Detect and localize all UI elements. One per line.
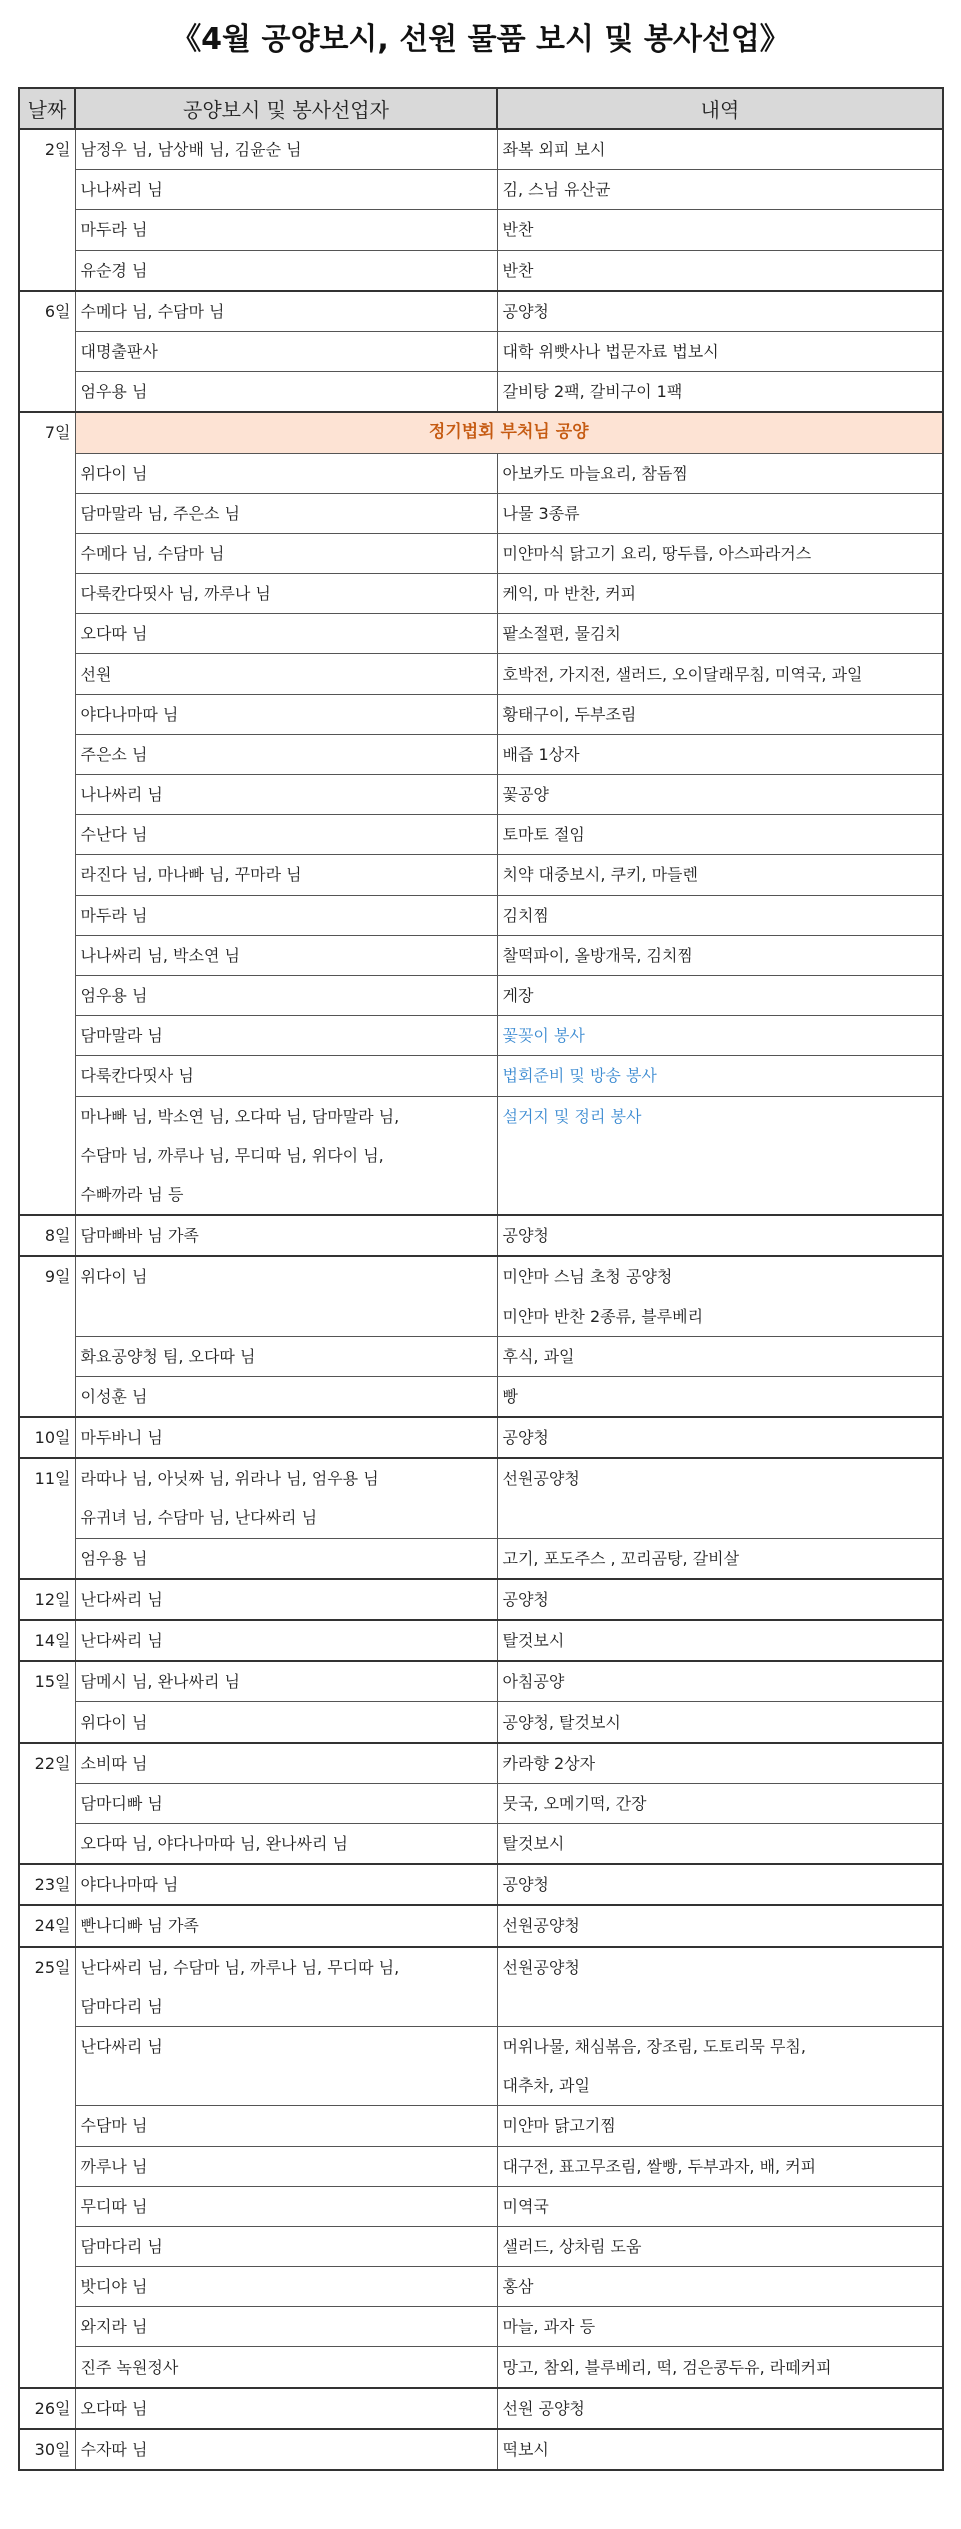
date-cell: 12일 <box>19 1579 75 1620</box>
header-item: 내역 <box>497 88 943 129</box>
date-cell: 30일 <box>19 2429 75 2470</box>
table-row <box>19 170 943 210</box>
item-cell: 미얀마 닭고기찜 <box>497 2106 943 2146</box>
item-cell: 공양청 <box>497 1579 943 1620</box>
donor-cell: 수담마 님 <box>75 2106 497 2146</box>
donor-cell: 라따나 님, 아닛짜 님, 위라나 님, 엄우용 님 유귀녀 님, 수담마 님, 난다싸리 님 <box>75 1458 497 1538</box>
table-row <box>19 1864 943 1905</box>
item-cell: 설거지 및 정리 봉사 <box>497 1096 943 1215</box>
donor-cell: 수메다 님, 수담마 님 <box>75 533 497 573</box>
table-row <box>19 815 943 855</box>
table-row <box>19 2307 943 2347</box>
table-row <box>19 2347 943 2388</box>
item-cell: 게장 <box>497 975 943 1015</box>
date-cell: 7일 <box>19 412 75 1215</box>
table-row <box>19 855 943 895</box>
donor-cell: 담마디빠 님 <box>75 1783 497 1823</box>
item-cell: 탈것보시 <box>497 1620 943 1661</box>
table-row <box>19 1947 943 2027</box>
donor-cell: 수자따 님 <box>75 2429 497 2470</box>
donor-cell: 대명출판사 <box>75 331 497 371</box>
table-row <box>19 2388 943 2429</box>
table-row <box>19 2146 943 2186</box>
header-who: 공양보시 및 봉사선업자 <box>75 88 497 129</box>
donor-cell: 나나싸리 님, 박소연 님 <box>75 935 497 975</box>
item-cell: 아침공양 <box>497 1661 943 1702</box>
item-cell: 탈것보시 <box>497 1823 943 1864</box>
table-row <box>19 2106 943 2146</box>
donor-cell: 나나싸리 님 <box>75 170 497 210</box>
item-cell: 미얀마식 닭고기 요리, 땅두릅, 아스파라거스 <box>497 533 943 573</box>
donor-cell: 야다나마따 님 <box>75 1864 497 1905</box>
table-row <box>19 975 943 1015</box>
item-cell: 후식, 과일 <box>497 1336 943 1376</box>
item-cell: 선원 공양청 <box>497 2388 943 2429</box>
table-row <box>19 533 943 573</box>
donor-cell: 오다따 님 <box>75 2388 497 2429</box>
table-row <box>19 1056 943 1096</box>
date-cell: 14일 <box>19 1620 75 1661</box>
item-cell: 공양청, 탈것보시 <box>497 1702 943 1743</box>
date-cell: 11일 <box>19 1458 75 1579</box>
item-cell: 마늘, 과자 등 <box>497 2307 943 2347</box>
item-cell: 꽃꽂이 봉사 <box>497 1016 943 1056</box>
item-cell: 선원공양청 <box>497 1458 943 1538</box>
table-row <box>19 1215 943 1256</box>
donor-cell: 선원 <box>75 654 497 694</box>
donor-cell: 마두바니 님 <box>75 1417 497 1458</box>
table-row <box>19 1376 943 1417</box>
donor-cell: 난다싸리 님 <box>75 1579 497 1620</box>
donor-cell: 엄우용 님 <box>75 372 497 413</box>
table-row <box>19 129 943 170</box>
donor-cell: 수메다 님, 수담마 님 <box>75 291 497 332</box>
donor-cell: 밧디야 님 <box>75 2267 497 2307</box>
date-cell: 8일 <box>19 1215 75 1256</box>
donor-cell: 위다이 님 <box>75 1702 497 1743</box>
table-row <box>19 2429 943 2470</box>
table-row <box>19 250 943 291</box>
donor-cell: 소비따 님 <box>75 1743 497 1784</box>
item-cell: 대구전, 표고무조림, 쌀빵, 두부과자, 배, 커피 <box>497 2146 943 2186</box>
table-row <box>19 331 943 371</box>
table-row <box>19 1016 943 1056</box>
item-cell: 망고, 참외, 블루베리, 떡, 검은콩두유, 라떼커피 <box>497 2347 943 2388</box>
donor-cell: 난다싸리 님, 수담마 님, 까루나 님, 무디따 님, 담마다리 님 <box>75 1947 497 2027</box>
table-row <box>19 1538 943 1579</box>
table-body <box>19 129 943 2470</box>
table-row <box>19 1096 943 1215</box>
page-title: 《4월 공양보시, 선원 물품 보시 및 봉사선업》 <box>171 22 790 57</box>
date-cell: 6일 <box>19 291 75 413</box>
table-row <box>19 372 943 413</box>
table-row <box>19 614 943 654</box>
table-row <box>19 2226 943 2266</box>
table-row <box>19 2186 943 2226</box>
table-row <box>19 210 943 250</box>
table-header-row <box>19 88 943 129</box>
donor-cell: 유순경 님 <box>75 250 497 291</box>
table-row <box>19 1905 943 1946</box>
table-row <box>19 1783 943 1823</box>
table-row <box>19 1256 943 1336</box>
table-row <box>19 291 943 332</box>
donor-cell: 빤나디빠 님 가족 <box>75 1905 497 1946</box>
donor-cell: 담마다리 님 <box>75 2226 497 2266</box>
item-cell: 뭇국, 오메기떡, 간장 <box>497 1783 943 1823</box>
table-row <box>19 1579 943 1620</box>
table-row <box>19 453 943 493</box>
table-row <box>19 694 943 734</box>
donor-cell: 엄우용 님 <box>75 1538 497 1579</box>
donor-cell: 수난다 님 <box>75 815 497 855</box>
donor-cell: 마나빠 님, 박소연 님, 오다따 님, 담마말라 님, 수담마 님, 까루나 님, 무디따 님, 위다이 님, 수빠까라 님 등 <box>75 1096 497 1215</box>
table-row <box>19 775 943 815</box>
item-cell: 고기, 포도주스 , 꼬리곰탕, 갈비살 <box>497 1538 943 1579</box>
table-row <box>19 493 943 533</box>
donor-cell: 담마말라 님 <box>75 1016 497 1056</box>
table-row <box>19 654 943 694</box>
item-cell: 반찬 <box>497 210 943 250</box>
item-cell: 찰떡파이, 올방개묵, 김치찜 <box>497 935 943 975</box>
date-cell: 10일 <box>19 1417 75 1458</box>
item-cell: 미역국 <box>497 2186 943 2226</box>
item-cell: 김, 스님 유산균 <box>497 170 943 210</box>
table-row <box>19 1823 943 1864</box>
donor-cell: 다룩칸다띳사 님 <box>75 1056 497 1096</box>
table-row <box>19 2267 943 2307</box>
item-cell: 샐러드, 상차림 도움 <box>497 2226 943 2266</box>
item-cell: 나물 3종류 <box>497 493 943 533</box>
item-cell: 아보카도 마늘요리, 참돔찜 <box>497 453 943 493</box>
item-cell: 대학 위빳사나 법문자료 법보시 <box>497 331 943 371</box>
item-cell: 호박전, 가지전, 샐러드, 오이달래무침, 미역국, 과일 <box>497 654 943 694</box>
item-cell: 머위나물, 채심볶음, 장조림, 도토리묵 무침, 대추차, 과일 <box>497 2026 943 2105</box>
donor-cell: 위다이 님 <box>75 453 497 493</box>
item-cell: 꽃공양 <box>497 775 943 815</box>
item-cell: 떡보시 <box>497 2429 943 2470</box>
item-cell: 법회준비 및 방송 봉사 <box>497 1056 943 1096</box>
table-row <box>19 1458 943 1538</box>
donor-cell: 위다이 님 <box>75 1256 497 1336</box>
offering-table <box>18 87 944 2471</box>
item-cell: 미얀마 스님 초청 공양청 미얀마 반찬 2종류, 블루베리 <box>497 1256 943 1336</box>
donor-cell: 난다싸리 님 <box>75 2026 497 2105</box>
item-cell: 카라향 2상자 <box>497 1743 943 1784</box>
donor-cell: 담메시 님, 완나싸리 님 <box>75 1661 497 1702</box>
table-row <box>19 1702 943 1743</box>
donor-cell: 주은소 님 <box>75 734 497 774</box>
table-row <box>19 734 943 774</box>
item-cell: 홍삼 <box>497 2267 943 2307</box>
donor-cell: 화요공양청 팀, 오다따 님 <box>75 1336 497 1376</box>
date-cell: 9일 <box>19 1256 75 1417</box>
donor-cell: 남정우 님, 남상배 님, 김윤순 님 <box>75 129 497 170</box>
item-cell: 공양청 <box>497 291 943 332</box>
item-cell: 선원공양청 <box>497 1905 943 1946</box>
header-date: 날짜 <box>19 88 75 129</box>
donor-cell: 오다따 님 <box>75 614 497 654</box>
donor-cell: 오다따 님, 야다나마따 님, 완나싸리 님 <box>75 1823 497 1864</box>
donor-cell: 담마말라 님, 주은소 님 <box>75 493 497 533</box>
highlight-cell: 정기법회 부처님 공양 <box>75 412 943 453</box>
donor-cell: 난다싸리 님 <box>75 1620 497 1661</box>
item-cell: 황태구이, 두부조림 <box>497 694 943 734</box>
date-cell: 2일 <box>19 129 75 291</box>
date-cell: 24일 <box>19 1905 75 1946</box>
table-row <box>19 1743 943 1784</box>
item-cell: 갈비탕 2팩, 갈비구이 1팩 <box>497 372 943 413</box>
donor-cell: 까루나 님 <box>75 2146 497 2186</box>
item-cell: 선원공양청 <box>497 1947 943 2027</box>
donor-cell: 와지라 님 <box>75 2307 497 2347</box>
date-cell: 15일 <box>19 1661 75 1742</box>
date-cell: 25일 <box>19 1947 75 2388</box>
table-row <box>19 935 943 975</box>
item-cell: 치약 대중보시, 쿠키, 마들렌 <box>497 855 943 895</box>
date-cell: 22일 <box>19 1743 75 1865</box>
donor-cell: 나나싸리 님 <box>75 775 497 815</box>
table-row <box>19 1336 943 1376</box>
donor-cell: 다룩칸다띳사 님, 까루나 님 <box>75 574 497 614</box>
donor-cell: 라진다 님, 마나빠 님, 꾸마라 님 <box>75 855 497 895</box>
highlight-row <box>19 412 943 453</box>
item-cell: 빵 <box>497 1376 943 1417</box>
table-row <box>19 2026 943 2105</box>
donor-cell: 진주 녹원정사 <box>75 2347 497 2388</box>
item-cell: 좌복 외피 보시 <box>497 129 943 170</box>
item-cell: 김치찜 <box>497 895 943 935</box>
item-cell: 반찬 <box>497 250 943 291</box>
item-cell: 공양청 <box>497 1417 943 1458</box>
donor-cell: 마두라 님 <box>75 895 497 935</box>
item-cell: 공양청 <box>497 1215 943 1256</box>
donor-cell: 담마빠바 님 가족 <box>75 1215 497 1256</box>
table-row <box>19 574 943 614</box>
item-cell: 토마토 절임 <box>497 815 943 855</box>
date-cell: 23일 <box>19 1864 75 1905</box>
donor-cell: 무디따 님 <box>75 2186 497 2226</box>
table-row <box>19 1661 943 1702</box>
item-cell: 배즙 1상자 <box>497 734 943 774</box>
table-row <box>19 895 943 935</box>
donor-cell: 마두라 님 <box>75 210 497 250</box>
donor-cell: 이성훈 님 <box>75 1376 497 1417</box>
donor-cell: 야다나마따 님 <box>75 694 497 734</box>
item-cell: 팥소절편, 물김치 <box>497 614 943 654</box>
date-cell: 26일 <box>19 2388 75 2429</box>
table-row <box>19 1620 943 1661</box>
donor-cell: 엄우용 님 <box>75 975 497 1015</box>
item-cell: 공양청 <box>497 1864 943 1905</box>
item-cell: 케익, 마 반찬, 커피 <box>497 574 943 614</box>
table-row <box>19 1417 943 1458</box>
